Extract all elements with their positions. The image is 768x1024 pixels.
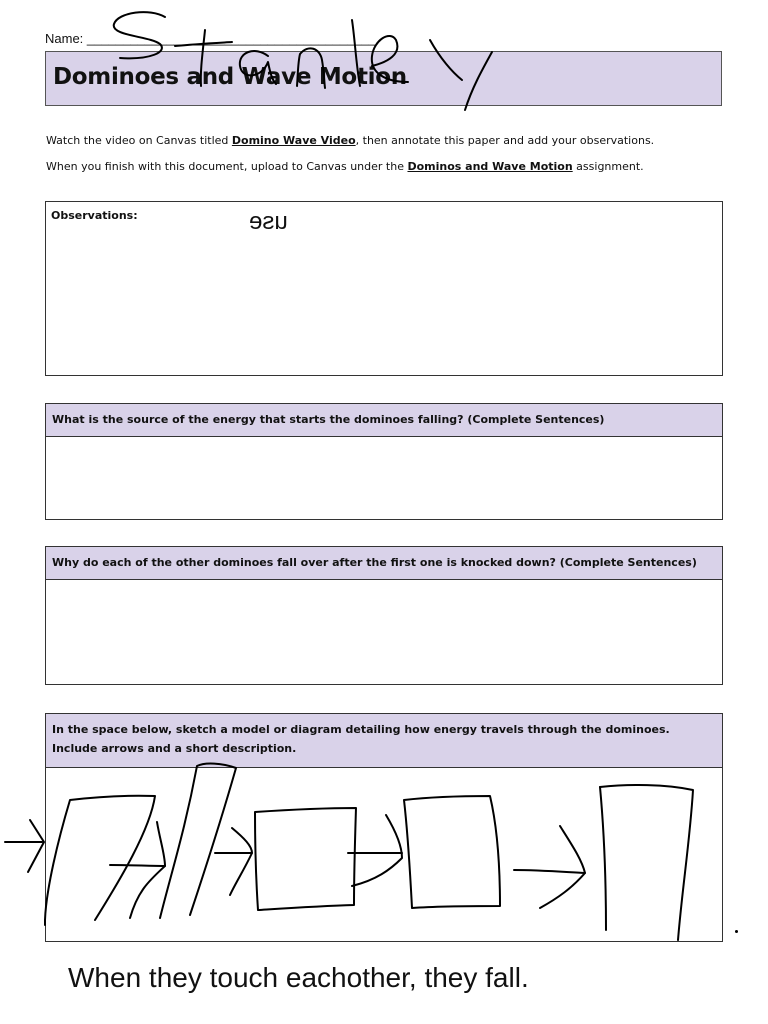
name-label: Name:: [45, 31, 84, 46]
assignment-link[interactable]: Dominos and Wave Motion: [407, 160, 573, 173]
instruction-text: When you finish with this document, upload to Canvas under the: [46, 160, 408, 173]
question-2-prompt: Why do each of the other dominoes fall over after the first one is knocked down? (Complete Sentences): [46, 547, 722, 580]
title-banner: [45, 51, 722, 106]
instruction-text: , then annotate this paper and add your observations.: [355, 134, 655, 147]
name-line: [45, 31, 376, 46]
question-3-box[interactable]: [45, 713, 723, 942]
instruction-text: assignment.: [572, 160, 644, 173]
observations-typed-text: use: [249, 208, 288, 235]
observations-box[interactable]: [45, 201, 723, 376]
instruction-text: Watch the video on Canvas titled: [46, 134, 232, 147]
question-2-box[interactable]: [45, 546, 723, 685]
question-3-prompt: In the space below, sketch a model or diagram detailing how energy travels through the dominoes. Include arrows and a short description.: [46, 714, 722, 768]
domino-wave-video-link[interactable]: Domino Wave Video: [231, 134, 356, 147]
name-blank[interactable]: ________________________________________: [86, 31, 377, 46]
instruction-line-2: [46, 160, 644, 173]
answer-text: When they touch eachother, they fall.: [68, 962, 529, 993]
observations-label: Observations:: [51, 209, 138, 222]
stray-dot: [735, 930, 738, 933]
question-1-box[interactable]: [45, 403, 723, 520]
instruction-line-1: [46, 134, 654, 147]
question-1-prompt: What is the source of the energy that starts the dominoes falling? (Complete Sentences): [46, 404, 722, 437]
page-title: Dominoes and Wave Motion: [53, 64, 407, 90]
